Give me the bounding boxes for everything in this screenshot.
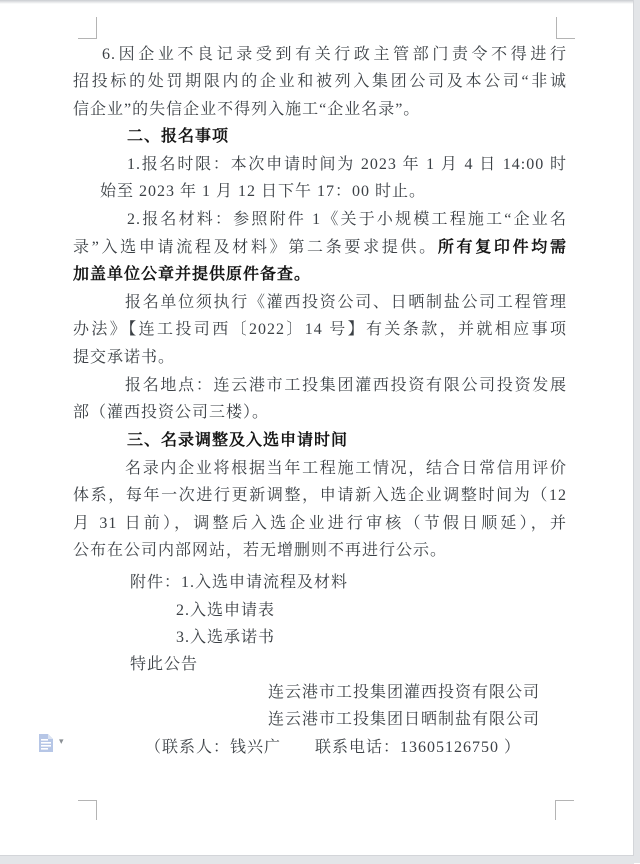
section-heading-signup: 二、报名事项: [127, 128, 230, 145]
attachment-list-line: 附件：1.入选申请流程及材料: [130, 574, 349, 591]
margin-crop-mark-top-right: [556, 17, 575, 39]
attachment-list-line: 2.入选申请表: [176, 602, 276, 619]
para-signup-location-line: 部（灌西投资公司三楼）。: [73, 404, 270, 421]
paste-options-button[interactable]: [36, 731, 72, 757]
para-signup-unit-line: 办法》【连工投司西〔2022〕14 号】有关条款，并就相应事项: [73, 321, 567, 338]
bold-emphasis-text: 加盖单位公章并提供原件备查。: [73, 266, 312, 283]
closing-notice-line: 特此公告: [130, 656, 199, 673]
margin-crop-mark-top-left: [78, 17, 97, 39]
section-heading-adjustment: 三、名录调整及入选申请时间: [127, 432, 349, 449]
margin-crop-mark-bottom-left: [78, 800, 97, 820]
contact-info-line: （联系人：钱兴广 联系电话：13605126750 ）: [145, 739, 522, 756]
para-clause6-line: 6.因企业不良记录受到有关行政主管部门责令不得进行: [102, 46, 567, 63]
bold-emphasis-text: 所有复印件均需: [437, 239, 567, 256]
para-signup-location-line: 报名地点：连云港市工投集团灌西投资有限公司投资发展: [125, 377, 567, 394]
para-signup-materials-line: 2.报名材料：参照附件 1《关于小规模工程施工“企业名: [127, 211, 567, 228]
dropdown-arrow-icon[interactable]: ▾: [59, 737, 64, 747]
paste-options-clipboard-icon: [38, 733, 54, 753]
para-adjustment-line: 名录内企业将根据当年工程施工情况，结合日常信用评价: [125, 460, 567, 477]
para-signup-unit-line: 提交承诺书。: [73, 349, 176, 366]
canvas-edge-right: [633, 0, 640, 863]
attachment-list-line: 3.入选承诺书: [176, 629, 276, 646]
para-signup-materials-line: 录”入选申请流程及材料》第二条要求提供。所有复印件均需: [73, 239, 567, 256]
para-signup-materials-line: [73, 263, 311, 287]
margin-crop-mark-bottom-right: [555, 800, 574, 820]
para-signup-deadline-line: 始至 2023 年 1 月 12 日下午 17：00 时止。: [100, 183, 427, 200]
signature-company-line: 连云港市工投集团灌西投资有限公司: [268, 684, 541, 701]
para-adjustment-line: 月 31 日前），调整后入选企业进行审核（节假日顺延），并: [73, 515, 567, 532]
para-signup-unit-line: 报名单位须执行《灌西投资公司、日晒制盐公司工程管理: [125, 294, 567, 311]
page-top-shadow: [0, 0, 640, 4]
para-adjustment-line: 公布在公司内部网站，若无增删则不再进行公示。: [73, 542, 448, 559]
para-signup-deadline-line: 1.报名时限：本次申请时间为 2023 年 1 月 4 日 14:00 时: [127, 156, 567, 173]
para-clause6-line: 招投标的处罚期限内的企业和被列入集团公司及本公司“非诚: [73, 73, 567, 90]
para-clause6-line: 信企业”的失信企业不得列入施工“企业名录”。: [73, 101, 421, 118]
para-adjustment-line: 体系，每年一次进行更新调整，申请新入选企业调整时间为（12: [73, 487, 567, 504]
signature-company-line: 连云港市工投集团日晒制盐有限公司: [268, 711, 541, 728]
